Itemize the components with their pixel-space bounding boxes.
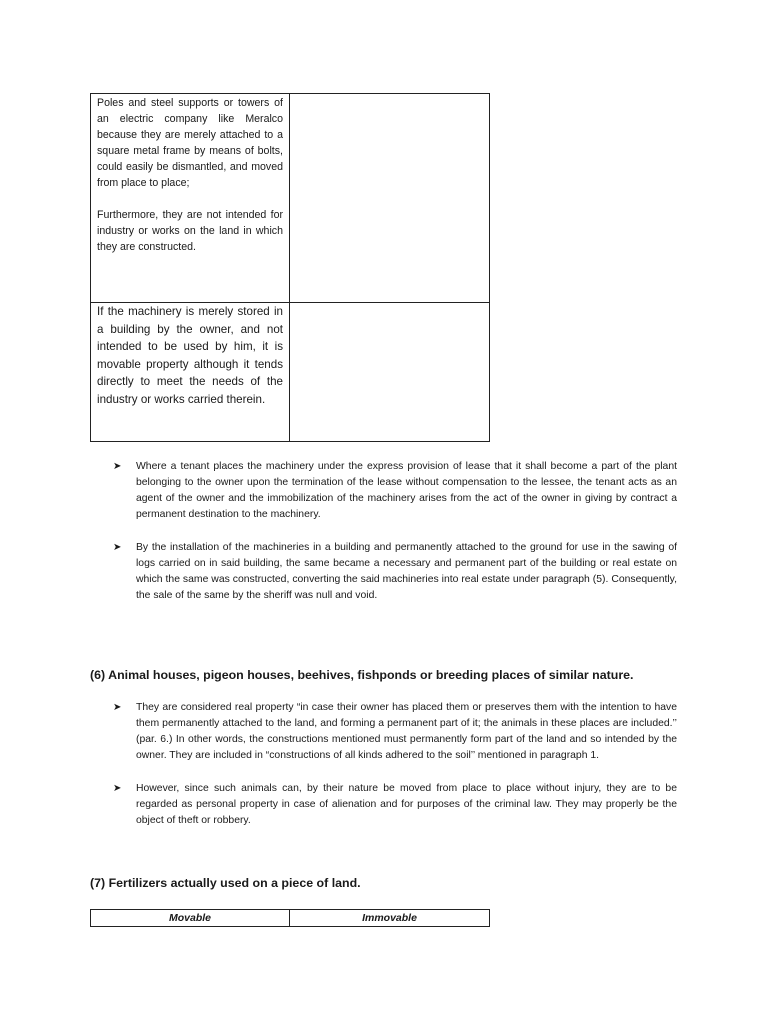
table-cell-empty [290,94,490,303]
cell-paragraph: Furthermore, they are not intended for industry or works on the land in which they are constructed. [97,209,283,253]
list-item [113,540,677,604]
table-row [91,94,490,303]
column-header-immovable: Immovable [290,910,490,927]
movable-immovable-table [90,93,490,442]
table-cell-empty [290,303,490,442]
cell-paragraph: Poles and steel supports or towers of an electric company like Meralco because they are merely attached to a square metal frame by means of bolts, could easily be dismantled, and moved from place to place; [97,97,283,189]
bullet-list-animal-houses [113,700,677,829]
column-header-movable: Movable [91,910,290,927]
table-header-row [91,910,490,927]
section-heading-7: (7) Fertilizers actually used on a piece of land. [90,876,361,890]
bullet-text: By the installation of the machineries in a building and permanently attached to the ground for use in the sawing of logs carried on in said building, the same became a necessary and permanent part of the building or real estate on which the same was constructed, converting the said machineries into real estate under paragraph (5). Consequently, the sale of the same by the sheriff was null and void. [136,542,677,601]
arrowhead-bullet-icon: ➤ [113,542,122,553]
section-heading-6: (6) Animal houses, pigeon houses, beehives, fishponds or breeding places of similar nature. [90,668,634,682]
list-item [113,781,677,829]
list-item [113,459,677,523]
bullet-list-machinery [113,459,677,604]
arrowhead-bullet-icon: ➤ [113,783,122,794]
arrowhead-bullet-icon: ➤ [113,461,122,472]
list-item [113,700,677,764]
bullet-text: They are considered real property “in case their owner has placed them or preserves them with the intention to have them permanently attached to the land, and forming a permanent part of it; the animals in these places are included.’’ (par. 6.) In other words, the constructions mentioned must permanently form part of the land and so intended by the owner. They are included in “constructions of all kinds adhered to the soil’’ mentioned in paragraph 1. [136,702,677,761]
bullet-text: However, since such animals can, by their nature be moved from place to place without injury, they are to be regarded as personal property in case of alienation and for purposes of the criminal law. They may properly be the object of theft or robbery. [136,783,677,826]
table-row [91,303,490,442]
arrowhead-bullet-icon: ➤ [113,702,122,713]
bullet-text: Where a tenant places the machinery under the express provision of lease that it shall become a part of the plant belonging to the owner upon the termination of the lease without compensation to the lessee, the tenant acts as an agent of the owner and the immobilization of the machinery arises from the act of the owner in giving by contract a permanent destination to the machinery. [136,461,677,520]
table-cell-poles [91,94,290,303]
table-cell-machinery: If the machinery is merely stored in a building by the owner, and not intended to be used by him, it is movable property although it tends directly to meet the needs of the industry or works carried therein. [91,303,290,442]
fertilizer-table [90,909,490,927]
